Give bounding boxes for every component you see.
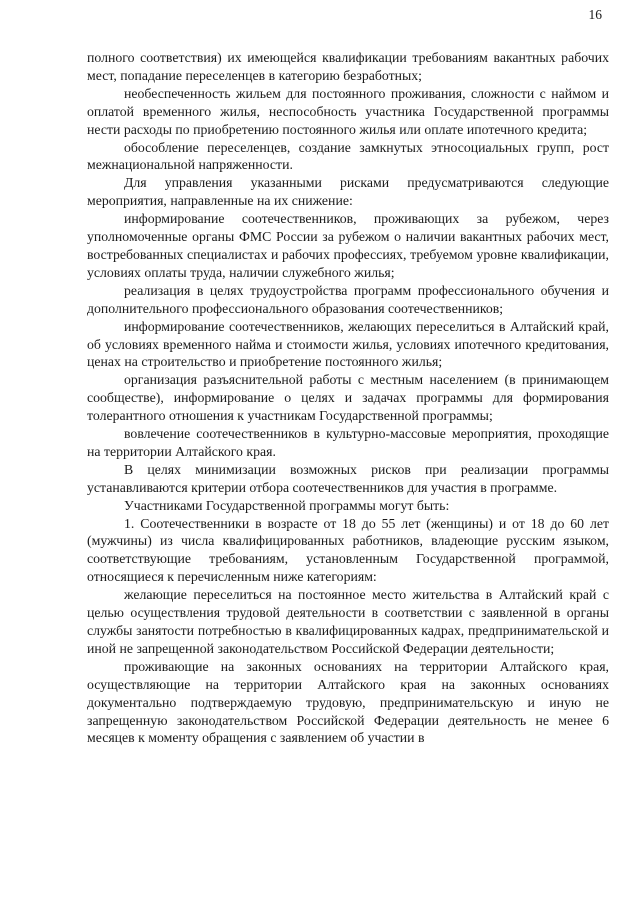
paragraph: организация разъяснительной работы с местным населением (в принимающем сообществе), информирование о целях и задачах программы для формирования толерантного отношения к участникам Государственной программы; [87,372,609,424]
paragraph: информирование соотечественников, проживающих за рубежом, через уполномоченные органы ФМС России за рубежом о наличии вакантных рабочих мест, востребованных специалистах и рабочих профессиях, требуемом уровне квалификации, условиях оплаты труда, наличии служебного жилья; [87,211,609,280]
paragraph: вовлечение соотечественников в культурно-массовые мероприятия, проходящие на территории Алтайского края. [87,426,609,459]
paragraph: проживающие на законных основаниях на территории Алтайского края, осуществляющие на территории Алтайского края на законных основаниях документально подтверждаемую трудовую, предпринимательскую и иную не запрещенную законодательством Российской Федерации деятельность не менее 6 месяцев к моменту обращения с заявлением об участии в [87,658,609,746]
paragraph: необеспеченность жильем для постоянного проживания, сложности с наймом и оплатой временного жилья, неспособность участника Государственной программы нести расходы по приобретению постоянного жилья или оплате ипотечного кредита; [87,85,609,137]
paragraph: В целях минимизации возможных рисков при реализации программы устанавливаются критерии отбора соотечественников для участия в программе. [87,461,609,495]
paragraph: Участниками Государственной программы могут быть: [124,497,450,513]
paragraph: информирование соотечественников, желающих переселиться в Алтайский край, об условиях временного найма и стоимости жилья, условиях ипотечного кредитования, ценах на строительство и приобретение постоянного жилья; [87,318,609,370]
paragraph: полного соответствия) их имеющейся квалификации требованиям вакантных рабочих мест, попадание переселенцев в категорию безработных; [87,50,609,83]
paragraph: реализация в целях трудоустройства программ профессионального обучения и дополнительного профессионального образования соотечественников; [87,282,609,316]
paragraph: обособление переселенцев, создание замкнутых этносоциальных групп, рост межнациональной напряженности. [87,139,609,173]
paragraph: желающие переселиться на постоянное место жительства в Алтайский край с целью осуществления трудовой деятельности в соответствии с заявленной в органы службы занятости потребностью в квалифицированных кадрах, предпринимательской и иной не запрещенной законодательством Российской Федерации деятельности; [87,587,609,656]
page-number: 16 [588,7,602,22]
paragraph: Для управления указанными рисками предусматриваются следующие мероприятия, направленные на их снижение: [87,175,609,209]
paragraph: 1. Соотечественники в возрасте от 18 до 55 лет (женщины) и от 18 до 60 лет (мужчины) из числа квалифицированных работников, владеющие русским языком, соответствующие требованиям, установленным Государственной программой, относящиеся к перечисленным ниже категориям: [87,515,609,585]
document-body [87,49,609,747]
